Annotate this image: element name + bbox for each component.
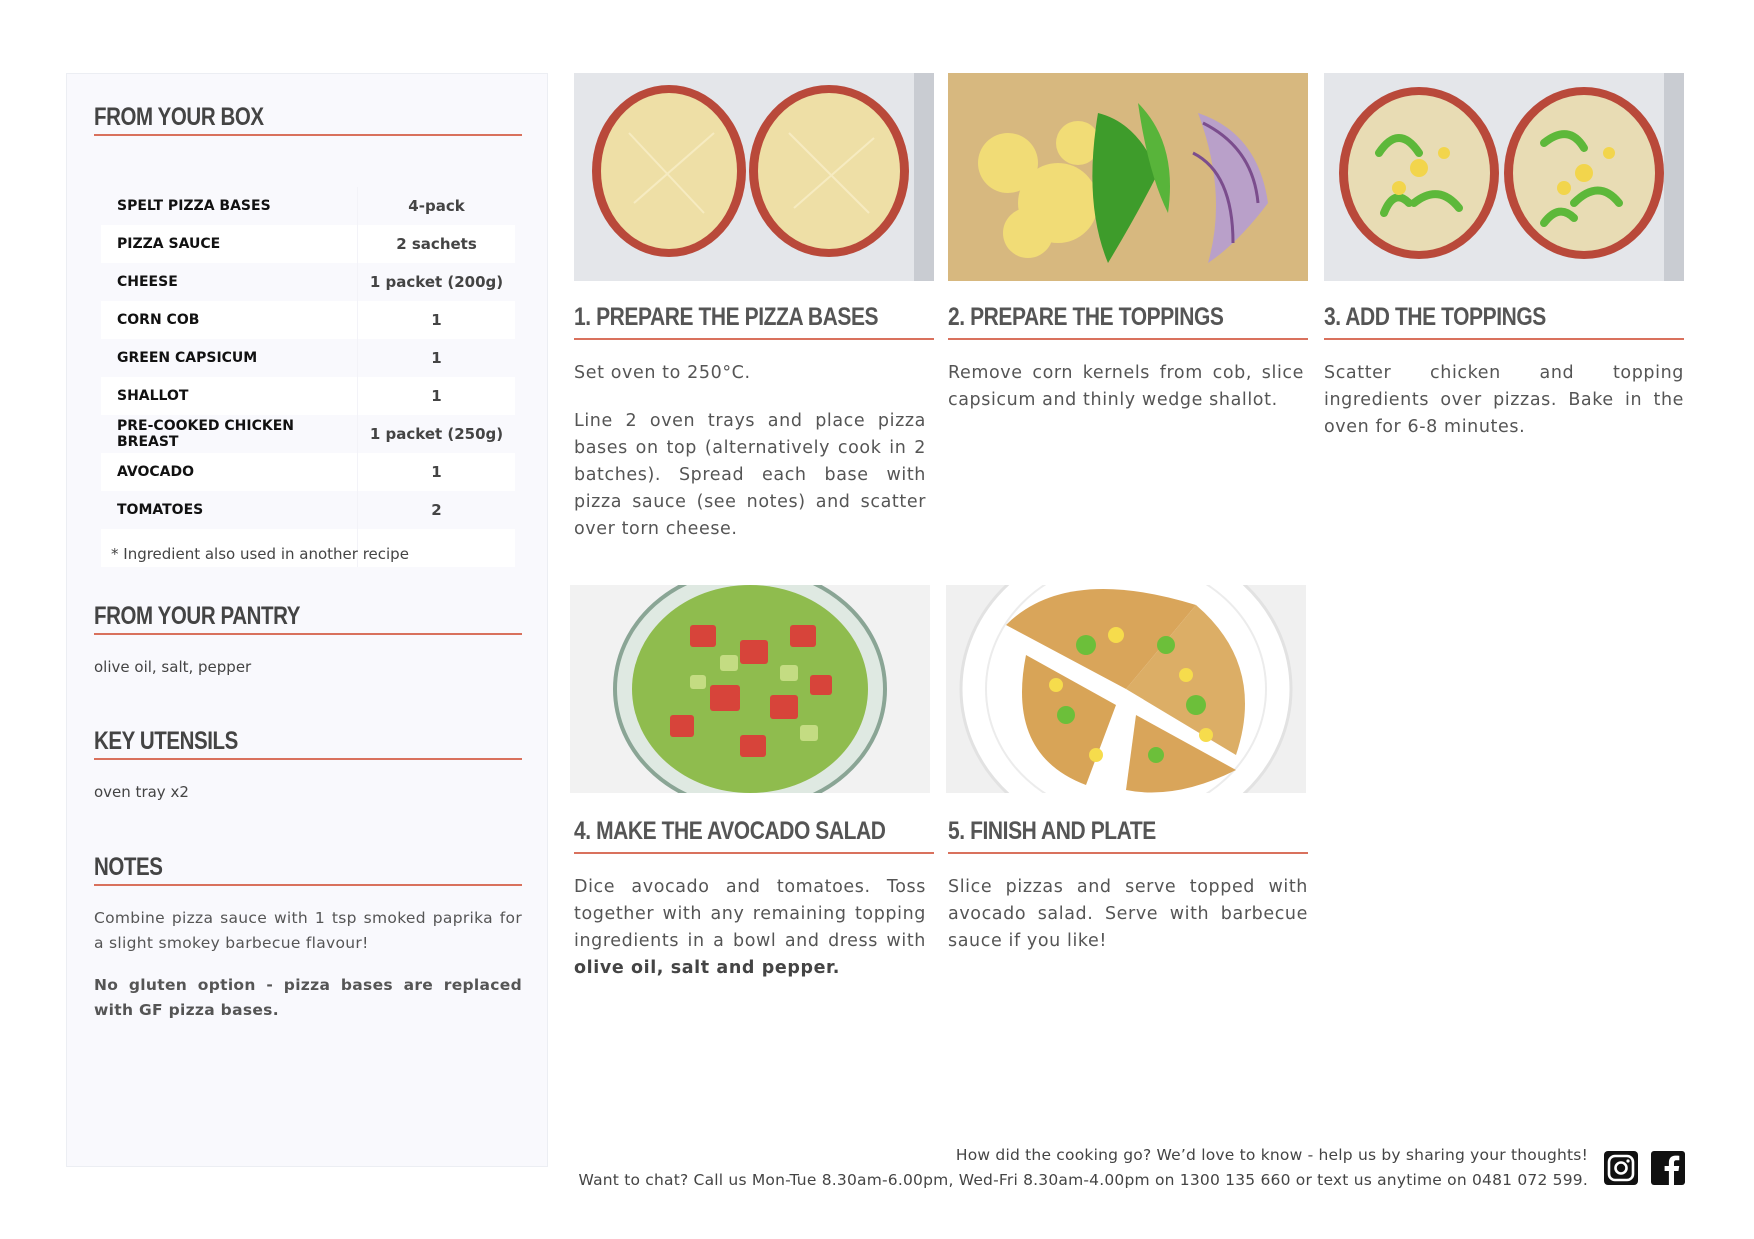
- step-2-body: [948, 360, 1304, 435]
- facebook-icon[interactable]: [1650, 1150, 1686, 1186]
- ingredient-name: CORN COB: [101, 301, 357, 339]
- ingredient-quantity: 1: [357, 339, 515, 377]
- step-divider: [948, 338, 1308, 340]
- section-divider: [94, 758, 522, 760]
- step-5-photo: [946, 585, 1306, 793]
- ingredient-row: [101, 377, 515, 415]
- ingredient-row: [101, 263, 515, 301]
- ingredient-row: [101, 301, 515, 339]
- ingredient-name: SPELT PIZZA BASES: [117, 198, 271, 214]
- step-divider: [574, 852, 934, 854]
- ingredient-name: CHEESE: [117, 274, 178, 290]
- ingredient-name: TOMATOES: [117, 502, 204, 518]
- step-1-title: 1. PREPARE THE PIZZA BASES: [574, 303, 879, 331]
- step-4-photo: [570, 585, 930, 793]
- ingredient-footnote: * Ingredient also used in another recipe: [111, 545, 409, 563]
- step-4-text: [574, 874, 926, 982]
- ingredient-name: GREEN CAPSICUM: [117, 350, 258, 366]
- ingredient-row: [101, 187, 515, 225]
- ingredient-quantity: 2 sachets: [357, 225, 515, 263]
- step-1-text: Set oven to 250°C.: [574, 363, 751, 383]
- footer-feedback: How did the cooking go? We’d love to know - help us by sharing your thoughts!: [955, 1146, 1588, 1164]
- footer-contact: Want to chat? Call us Mon-Tue 8.30am-6.00pm, Wed-Fri 8.30am-4.00pm on 1300 135 660 or text us anytime on 0481 072 599.: [578, 1171, 1588, 1189]
- step-1-body: [574, 360, 926, 564]
- instagram-icon[interactable]: [1603, 1150, 1639, 1186]
- notes-title: NOTES: [94, 853, 163, 881]
- step-divider: [948, 852, 1308, 854]
- step-1-text: Line 2 oven trays and place pizza bases on top (alternatively cook in 2 batches). Spread each base with pizza sauce (see notes) and scatter over torn cheese.: [574, 411, 926, 539]
- ingredient-row: [101, 339, 515, 377]
- from-your-pantry-title: FROM YOUR PANTRY: [94, 602, 301, 630]
- utensils-items: oven tray x2: [94, 783, 189, 801]
- ingredient-quantity: 1: [357, 377, 515, 415]
- notes-text: Combine pizza sauce with 1 tsp smoked paprika for a slight smokey barbecue flavour!: [94, 909, 522, 952]
- ingredients-sidebar: [66, 73, 548, 1167]
- step-4-body: [574, 874, 926, 1003]
- pantry-items: olive oil, salt, pepper: [94, 658, 252, 676]
- step-2-photo: [948, 73, 1308, 281]
- step-2-text: Remove corn kernels from cob, slice capsicum and thinly wedge shallot.: [948, 363, 1304, 410]
- section-divider: [94, 633, 522, 635]
- step-1-photo: [574, 73, 934, 281]
- ingredient-quantity: 1 packet (200g): [357, 263, 515, 301]
- step-4-text-bold: olive oil, salt and pepper.: [574, 958, 841, 978]
- ingredient-quantity: 4-pack: [357, 187, 515, 225]
- ingredient-name: AVOCADO: [101, 453, 357, 491]
- key-utensils-title: KEY UTENSILS: [94, 727, 238, 755]
- step-divider: [1324, 338, 1684, 340]
- ingredients-table: [101, 187, 515, 567]
- step-3-title: 3. ADD THE TOPPINGS: [1324, 303, 1546, 331]
- step-3-text: Scatter chicken and topping ingredients over pizzas. Bake in the oven for 6-8 minutes.: [1324, 363, 1684, 437]
- ingredient-quantity: 1: [357, 453, 515, 491]
- ingredient-quantity: 1: [357, 301, 515, 339]
- notes-gluten-option: No gluten option - pizza bases are replaced with GF pizza bases.: [94, 976, 522, 1019]
- step-4-title: 4. MAKE THE AVOCADO SALAD: [574, 817, 886, 845]
- ingredient-name: SHALLOT: [101, 377, 357, 415]
- ingredient-name: PIZZA SAUCE: [101, 225, 357, 263]
- ingredient-row: [101, 415, 515, 453]
- ingredient-row: [101, 453, 515, 491]
- step-5-text: Slice pizzas and serve topped with avocado salad. Serve with barbecue sauce if you like!: [948, 877, 1308, 951]
- step-3-photo: [1324, 73, 1684, 281]
- section-divider: [94, 884, 522, 886]
- section-divider: [94, 134, 522, 136]
- step-3-body: [1324, 360, 1684, 462]
- step-5-body: [948, 874, 1308, 976]
- ingredient-row: [101, 491, 515, 529]
- step-4-text-main: Dice avocado and tomatoes. Toss together with any remaining topping ingredients in a bowl and dress with: [574, 877, 926, 951]
- ingredient-name: PRE-COOKED CHICKEN BREAST: [117, 418, 295, 450]
- ingredient-quantity: 2: [357, 491, 515, 529]
- step-5-title: 5. FINISH AND PLATE: [948, 817, 1156, 845]
- step-divider: [574, 338, 934, 340]
- ingredient-quantity: 1 packet (250g): [357, 415, 515, 453]
- ingredient-row: [101, 225, 515, 263]
- from-your-box-title: FROM YOUR BOX: [94, 103, 264, 131]
- step-2-title: 2. PREPARE THE TOPPINGS: [948, 303, 1224, 331]
